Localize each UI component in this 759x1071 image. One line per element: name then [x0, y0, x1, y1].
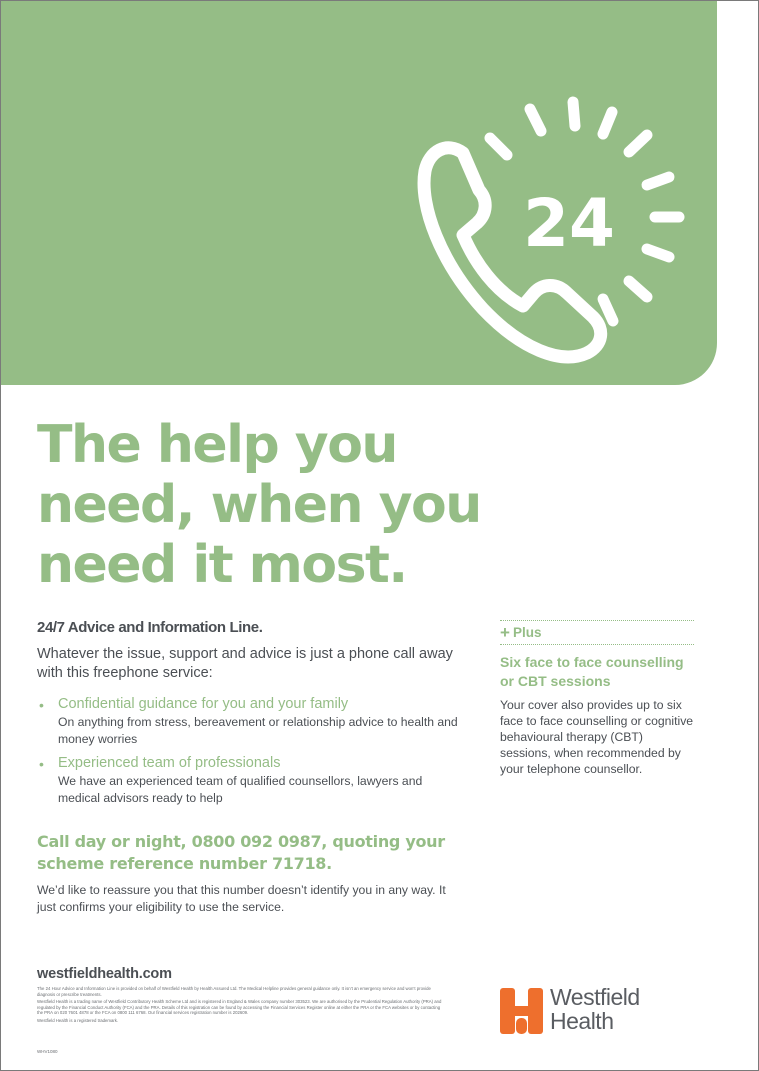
headline-line-3: need it most. [37, 535, 407, 595]
westfield-logo-mark-icon [500, 988, 544, 1034]
headline [37, 415, 481, 595]
hero-banner [1, 1, 717, 385]
website-link[interactable]: westfieldhealth.com [37, 966, 172, 982]
plus-panel [500, 620, 694, 777]
call-to-action [37, 831, 477, 875]
dotted-divider-bottom [500, 644, 694, 645]
service-intro: Whatever the issue, support and advice is just a phone call away with this freephone service: [37, 646, 453, 681]
service-title: 24/7 Advice and Information Line. [37, 619, 263, 636]
bullet-dot-icon: • [39, 697, 44, 713]
service-bullets [37, 695, 467, 813]
bullet-dot-icon: • [39, 756, 44, 772]
plus-label-text: Plus [512, 625, 542, 640]
logo-line-2: Health [550, 1008, 614, 1034]
badge-number: 24 [523, 185, 615, 262]
legal-paragraph: Westfield Health is a trading name of Westfield Contributory Health Scheme Ltd and is registered in England & Wales company number 303523. We are authorised by the Prudential Regulation Authority (PRA) and regulated by the Financial Conduct Authority (FCA) and the PRA. Details of this registration can be found by accessing the Financial Services Register online at either the PRA or the FCA websites or by contacting the PRA on 020 7601 4878 or the FCA on 0800 111 6768. Our financial services registration number is 202609. [37, 999, 442, 1016]
bullet-title: Experienced team of professionals [58, 755, 281, 771]
legal-paragraph: Westfield Health is a registered trademark. [37, 1017, 119, 1023]
dotted-divider-top [500, 620, 694, 621]
plus-icon: + [500, 622, 510, 642]
phone-24-hours-icon [1, 1, 717, 385]
call-line-2: scheme reference number 71718. [37, 854, 332, 873]
bullet-text: On anything from stress, bereavement or relationship advice to health and money worries [58, 715, 458, 746]
legal-paragraph: The 24 Hour Advice and Information Line is provided on behalf of Westfield Health by Health Assured Ltd. The Medical Helpline provides general guidance only. It isn’t an emergency service and won’t provide diagnosis or prescribe treatments. [37, 986, 431, 997]
call-line-1: Call day or night, 0800 092 0987, quoting your [37, 832, 445, 851]
logo-wordmark [550, 985, 640, 1033]
headline-line-1: The help you [37, 415, 397, 475]
document-code: WHV1080 [37, 1049, 58, 1054]
plus-body: Your cover also provides up to six face to face counselling or cognitive behavioural therapy (CBT) sessions, when recommended by your telephone counsellor. [500, 698, 694, 776]
logo-line-1: Westfield [550, 984, 640, 1010]
westfield-health-logo [500, 985, 680, 1037]
plus-title: Six face to face counselling or CBT sessions [500, 654, 684, 689]
bullet-title: Confidential guidance for you and your family [58, 696, 349, 712]
headline-line-2: need, when you [37, 475, 481, 535]
bullet-text: We have an experienced team of qualified counsellors, lawyers and medical advisors ready to help [58, 774, 423, 805]
plus-label [500, 622, 694, 642]
legal-text [37, 986, 447, 1026]
reassure-text: We’d like to reassure you that this number doesn’t identify you in any way. It just confirms your eligibility to use the service. [37, 883, 446, 914]
bullet-item [37, 754, 467, 807]
bullet-item [37, 695, 467, 748]
